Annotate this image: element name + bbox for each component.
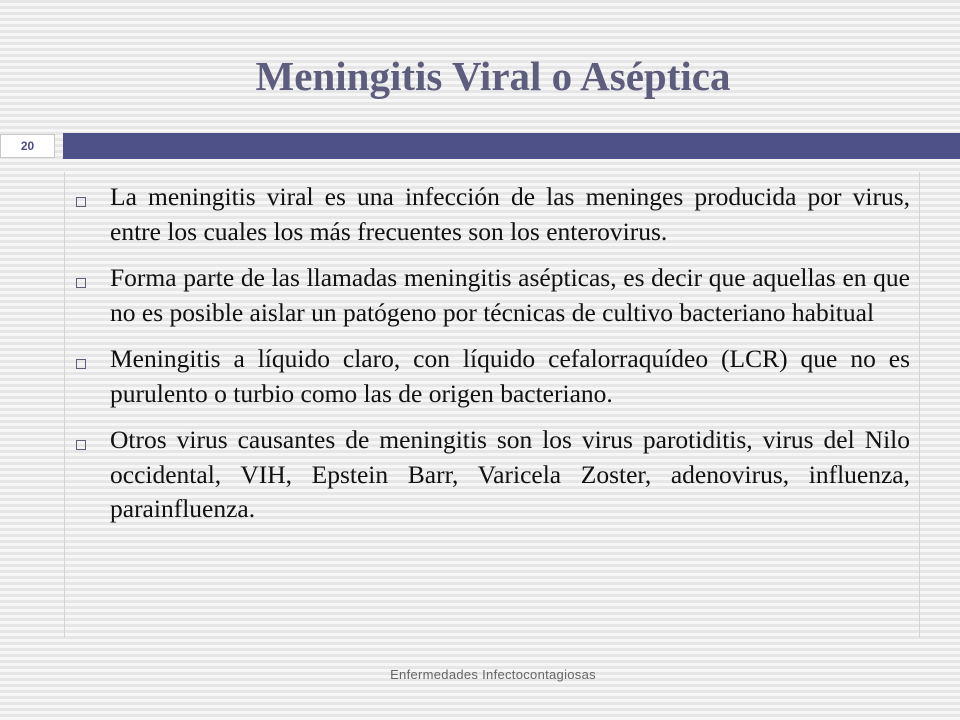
bullet-text: Otros virus causantes de meningitis son los virus parotiditis, virus del Nilo occidental, VIH, Epstein Barr, Varicela Zoster, adenovirus, influenza, parainfluenza.: [110, 425, 910, 523]
bullet-text: La meningitis viral es una infección de las meninges producida por virus, entre los cuales los más frecuentes son los enterovirus.: [110, 182, 910, 246]
slide-footer: Enfermedades Infectocontagiosas: [390, 667, 596, 682]
bullet-text: Forma parte de las llamadas meningitis asépticas, es decir que aquellas en que no es posible aislar un patógeno por técnicas de cultivo bacteriano habitual: [110, 263, 910, 327]
slide-title: Meningitis Viral o Aséptica: [255, 53, 731, 99]
list-item: [74, 261, 910, 330]
hollow-square-bullet-icon: [76, 278, 86, 288]
list-item: [74, 342, 910, 411]
slide-number: 20: [20, 139, 35, 153]
hollow-square-bullet-icon: [76, 440, 86, 450]
list-item: [74, 180, 910, 249]
bullet-text: Meningitis a líquido claro, con líquido cefalorraquídeo (LCR) que no es purulento o turbio como las de origen bacteriano.: [110, 344, 910, 408]
title-accent-bar: [63, 133, 960, 159]
bullet-list: [74, 180, 910, 539]
hollow-square-bullet-icon: [76, 359, 86, 369]
hollow-square-bullet-icon: [76, 197, 86, 207]
list-item: [74, 423, 910, 527]
